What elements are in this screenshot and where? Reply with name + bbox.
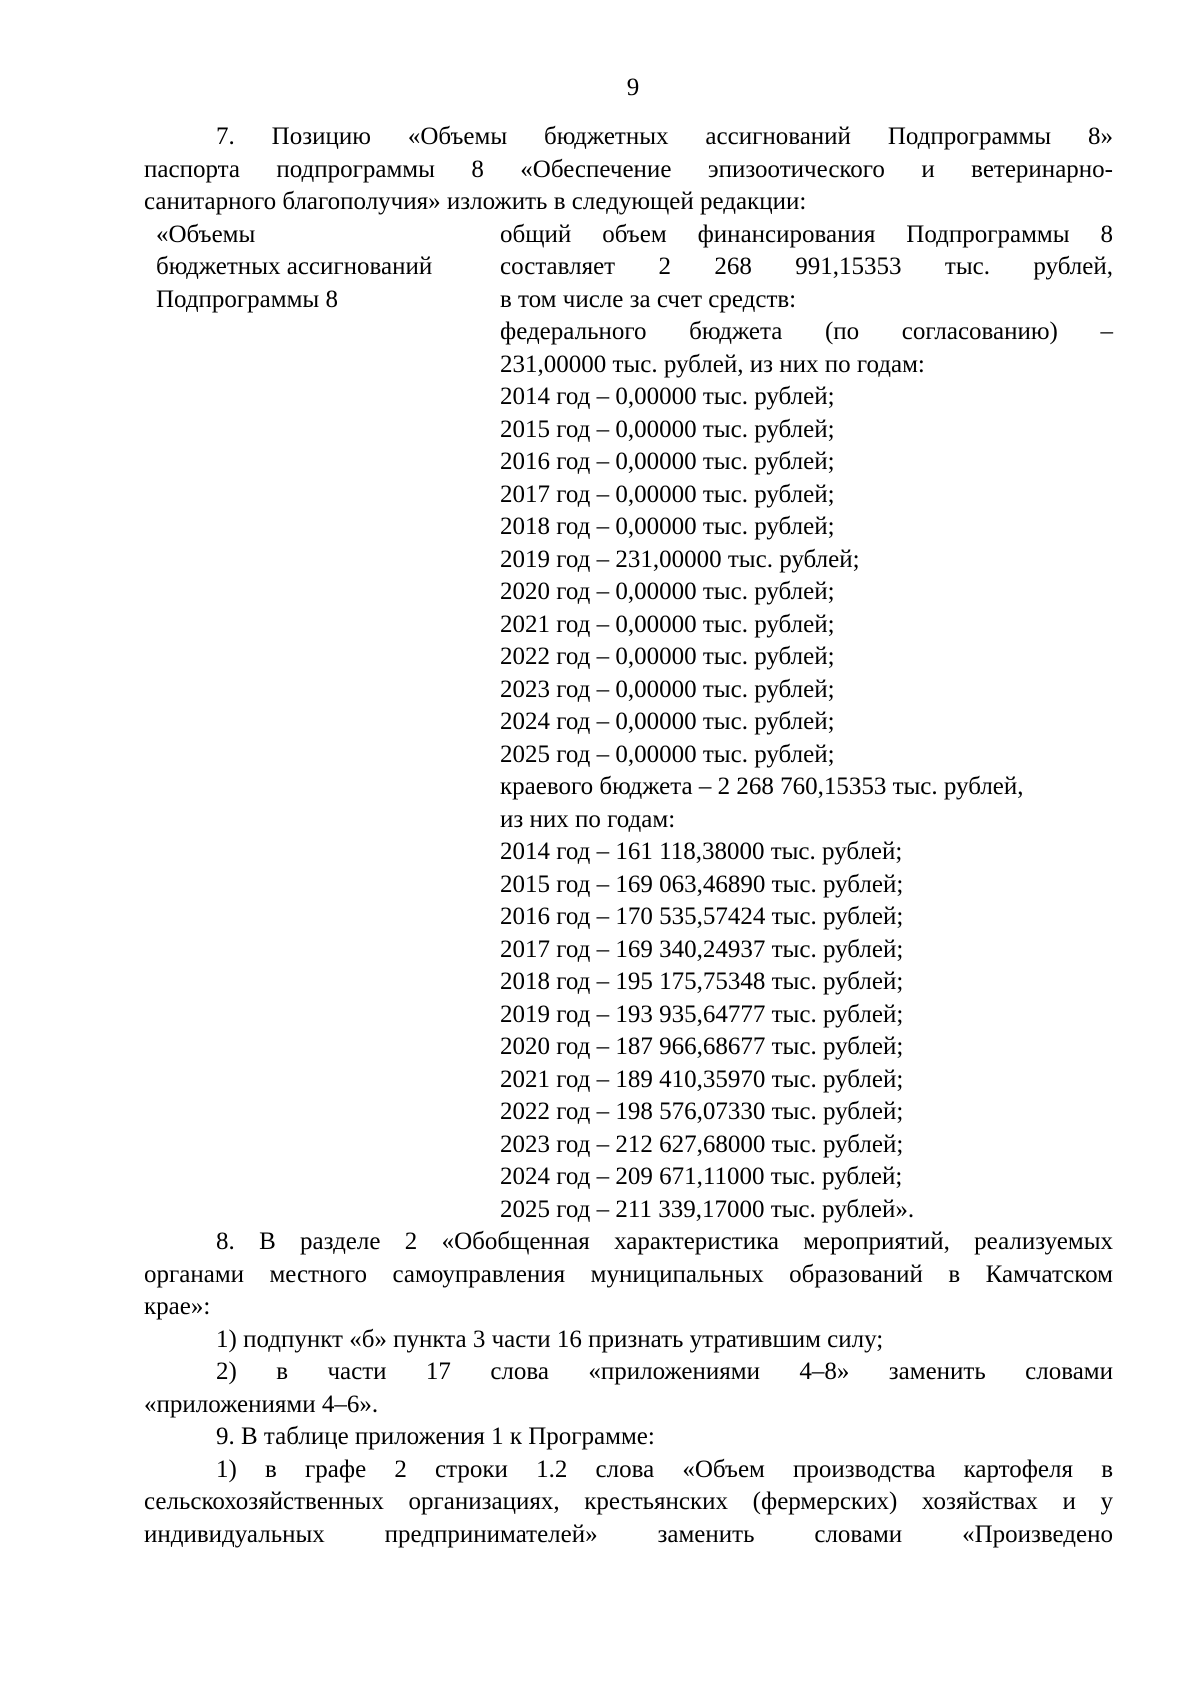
item-7-line-3: санитарного благополучия» изложить в следующей редакции: bbox=[144, 188, 807, 215]
regional-year-line: 2017 год – 169 340,24937 тыс. рублей; bbox=[500, 935, 904, 963]
federal-year-line: 2019 год – 231,00000 тыс. рублей; bbox=[500, 545, 860, 573]
federal-year-line: 2025 год – 0,00000 тыс. рублей; bbox=[500, 740, 835, 768]
regional-intro-line: из них по годам: bbox=[500, 805, 676, 833]
passport-left-cell bbox=[144, 219, 500, 1227]
federal-year-line: 2021 год – 0,00000 тыс. рублей; bbox=[500, 610, 835, 638]
item-8-subitem-1: 1) подпункт «б» пункта 3 части 16 признать утратившим силу; bbox=[216, 1325, 884, 1353]
item-8-line-1: 8. В разделе 2 «Обобщенная характеристика мероприятий, реализуемых bbox=[216, 1228, 1113, 1255]
passport-right-line: федерального бюджета (по согласованию) – bbox=[500, 318, 1113, 345]
federal-year-line: 2014 год – 0,00000 тыс. рублей; bbox=[500, 383, 835, 410]
item-9-subitem-1-line-1: 1) в графе 2 строки 1.2 слова «Объем производства картофеля в bbox=[216, 1455, 1113, 1483]
passport-right-cell bbox=[500, 219, 1113, 1227]
regional-year-line: 2020 год – 187 966,68677 тыс. рублей; bbox=[500, 1033, 904, 1060]
regional-year-line: 2019 год – 193 935,64777 тыс. рублей; bbox=[500, 1000, 904, 1028]
item-8-line-2: органами местного самоуправления муниципальных образований в Камчатском bbox=[144, 1260, 1113, 1288]
regional-intro-line: краевого бюджета – 2 268 760,15353 тыс. рублей, bbox=[500, 773, 1024, 800]
passport-left-line: Подпрограммы 8 bbox=[156, 285, 338, 313]
passport-right-line: 231,00000 тыс. рублей, из них по годам: bbox=[500, 350, 925, 378]
regional-year-line: 2024 год – 209 671,11000 тыс. рублей; bbox=[500, 1163, 903, 1190]
regional-year-line: 2015 год – 169 063,46890 тыс. рублей; bbox=[500, 870, 904, 898]
item-8-line-3: крае»: bbox=[144, 1293, 211, 1320]
passport-table bbox=[144, 219, 1113, 1227]
federal-year-line: 2020 год – 0,00000 тыс. рублей; bbox=[500, 578, 835, 605]
item-7 bbox=[144, 121, 1113, 219]
item-7-line-1: 7. Позицию «Объемы бюджетных ассигнований Подпрограммы 8» bbox=[216, 123, 1113, 150]
item-8 bbox=[144, 1226, 1113, 1421]
regional-year-line: 2025 год – 211 339,17000 тыс. рублей». bbox=[500, 1195, 915, 1223]
regional-year-line: 2023 год – 212 627,68000 тыс. рублей; bbox=[500, 1130, 904, 1158]
federal-year-line: 2022 год – 0,00000 тыс. рублей; bbox=[500, 643, 835, 670]
federal-year-line: 2023 год – 0,00000 тыс. рублей; bbox=[500, 675, 835, 703]
federal-year-line: 2024 год – 0,00000 тыс. рублей; bbox=[500, 708, 835, 735]
passport-left-line: бюджетных ассигнований bbox=[156, 253, 433, 280]
item-9-subitem-1-line-3: индивидуальных предпринимателей» заменить словами «Произведено bbox=[144, 1520, 1113, 1548]
federal-year-line: 2016 год – 0,00000 тыс. рублей; bbox=[500, 448, 835, 475]
passport-right-line: в том числе за счет средств: bbox=[500, 285, 797, 313]
passport-right-line: общий объем финансирования Подпрограммы 8 bbox=[500, 220, 1113, 248]
passport-left-line: «Объемы bbox=[156, 220, 256, 248]
item-9-line-1: 9. В таблице приложения 1 к Программе: bbox=[216, 1423, 655, 1450]
federal-year-line: 2018 год – 0,00000 тыс. рублей; bbox=[500, 513, 835, 540]
item-8-subitem-2-line-1: 2) в части 17 слова «приложениями 4–8» заменить словами bbox=[216, 1358, 1113, 1385]
regional-year-line: 2018 год – 195 175,75348 тыс. рублей; bbox=[500, 968, 904, 995]
item-8-subitem-2-line-2: «приложениями 4–6». bbox=[144, 1390, 379, 1418]
regional-year-line: 2022 год – 198 576,07330 тыс. рублей; bbox=[500, 1098, 904, 1125]
item-9-subitem-1-line-2: сельскохозяйственных организациях, крестьянских (фермерских) хозяйствах и у bbox=[144, 1488, 1113, 1515]
item-7-line-2: паспорта подпрограммы 8 «Обеспечение эпизоотического и ветеринарно- bbox=[144, 155, 1113, 183]
item-9 bbox=[144, 1421, 1113, 1551]
federal-year-line: 2017 год – 0,00000 тыс. рублей; bbox=[500, 480, 835, 508]
regional-year-line: 2021 год – 189 410,35970 тыс. рублей; bbox=[500, 1065, 904, 1093]
regional-year-line: 2014 год – 161 118,38000 тыс. рублей; bbox=[500, 838, 903, 865]
document-body bbox=[144, 121, 1113, 1551]
page-number: 9 bbox=[626, 74, 640, 101]
passport-right-line: составляет 2 268 991,15353 тыс. рублей, bbox=[500, 253, 1113, 280]
regional-year-line: 2016 год – 170 535,57424 тыс. рублей; bbox=[500, 903, 904, 930]
federal-year-line: 2015 год – 0,00000 тыс. рублей; bbox=[500, 415, 835, 443]
